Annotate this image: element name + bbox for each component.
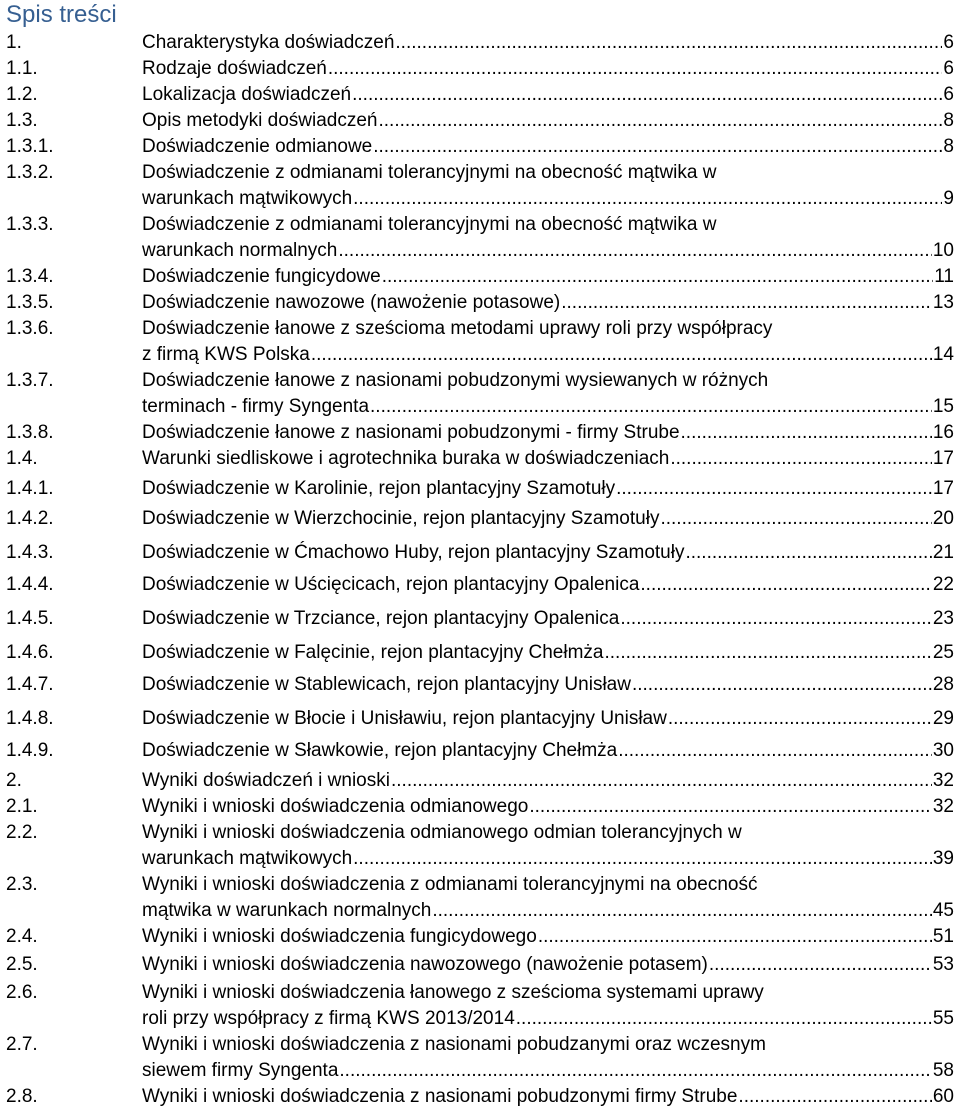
toc-entry-text[interactable]: Wyniki i wnioski doświadczenia łanowego z sześcioma systemami uprawy bbox=[142, 982, 764, 1003]
toc-entry-number: 2.2. bbox=[6, 822, 38, 843]
toc-entry-line bbox=[142, 446, 954, 472]
toc-dot-leader bbox=[516, 1006, 932, 1032]
toc-page-number[interactable]: 23 bbox=[932, 608, 954, 629]
toc-entry-line bbox=[142, 672, 954, 698]
toc-page-number[interactable]: 9 bbox=[943, 188, 954, 209]
toc-entry-line bbox=[142, 606, 954, 632]
toc-entry-line bbox=[142, 640, 954, 666]
toc-dot-leader bbox=[632, 672, 932, 698]
toc-entry-number: 1.3. bbox=[6, 110, 38, 131]
toc-entry-line bbox=[142, 368, 954, 394]
toc-entry-line bbox=[142, 924, 954, 950]
toc-entry-line bbox=[142, 316, 954, 342]
toc-page-number[interactable]: 45 bbox=[932, 900, 954, 921]
toc-entry-line bbox=[142, 872, 954, 898]
toc-entry-text[interactable]: Wyniki i wnioski doświadczenia fungicydowego bbox=[142, 926, 537, 947]
toc-page-number[interactable]: 29 bbox=[932, 708, 954, 729]
toc-entry-number: 1.3.4. bbox=[6, 266, 54, 287]
toc-entry-line bbox=[142, 820, 954, 846]
toc-dot-leader bbox=[620, 606, 932, 632]
toc-entry-line bbox=[142, 420, 954, 446]
toc-entry-line bbox=[142, 108, 954, 134]
toc-entry-text[interactable]: terminach - firmy Syngenta bbox=[142, 396, 370, 417]
toc-entry-number: 1.4.7. bbox=[6, 674, 54, 695]
toc-page-number[interactable]: 13 bbox=[932, 292, 954, 313]
toc-entry-number: 2.6. bbox=[6, 982, 38, 1003]
toc-entry-text[interactable]: Doświadczenie w Falęcinie, rejon plantacyjny Chełmża bbox=[142, 642, 604, 663]
toc-entry-number: 2.4. bbox=[6, 926, 38, 947]
toc-dot-leader bbox=[681, 420, 932, 446]
toc-dot-leader bbox=[353, 846, 932, 872]
toc-entry-line bbox=[142, 1084, 954, 1110]
toc-entry-line bbox=[142, 264, 954, 290]
toc-page-number[interactable]: 51 bbox=[932, 926, 954, 947]
toc-page-number[interactable]: 10 bbox=[932, 240, 954, 261]
toc-entry-line bbox=[142, 898, 954, 924]
toc-entry-number: 1.3.1. bbox=[6, 136, 54, 157]
toc-entry-text[interactable]: Wyniki doświadczeń i wnioski bbox=[142, 770, 390, 791]
toc-entry-text[interactable]: Doświadczenie w Wierzchocinie, rejon plantacyjny Szamotuły bbox=[142, 508, 660, 529]
toc-dot-leader bbox=[391, 768, 932, 794]
toc-entry-text[interactable]: Wyniki i wnioski doświadczenia z nasionami pobudzonymi firmy Strube bbox=[142, 1086, 738, 1107]
toc-entry-text[interactable]: Doświadczenie łanowe z nasionami pobudzonymi - firmy Strube bbox=[142, 422, 680, 443]
toc-page-number[interactable]: 11 bbox=[934, 266, 954, 287]
toc-entry-line bbox=[142, 134, 954, 160]
toc-entry-number: 1.4.2. bbox=[6, 508, 54, 529]
toc-entry-line bbox=[142, 238, 954, 264]
toc-page-number[interactable]: 6 bbox=[943, 58, 954, 79]
toc-entry-text[interactable]: Doświadczenie z odmianami tolerancyjnymi na obecność mątwika w bbox=[142, 162, 717, 183]
toc-entry-line bbox=[142, 952, 954, 978]
toc-entry-number: 1.3.6. bbox=[6, 318, 54, 339]
toc-dot-leader bbox=[339, 1058, 931, 1084]
toc-dot-leader bbox=[640, 572, 931, 598]
toc-page-number[interactable]: 32 bbox=[932, 770, 954, 791]
toc-page-number[interactable]: 60 bbox=[932, 1086, 954, 1107]
toc-dot-leader bbox=[311, 342, 932, 368]
toc-entry-line bbox=[142, 30, 954, 56]
toc-dot-leader bbox=[328, 56, 943, 82]
toc-dot-leader bbox=[370, 394, 932, 420]
toc-page-number[interactable]: 16 bbox=[932, 422, 954, 443]
toc-entry-line bbox=[142, 980, 954, 1006]
toc-dot-leader bbox=[668, 706, 932, 732]
toc-entry-line bbox=[142, 506, 954, 532]
toc-entry-line bbox=[142, 846, 954, 872]
toc-entry-text[interactable]: warunkach mątwikowych bbox=[142, 188, 353, 209]
toc-entry-text[interactable]: Doświadczenie w Trzciance, rejon plantacyjny Opalenica bbox=[142, 608, 620, 629]
toc-page-number[interactable]: 21 bbox=[932, 542, 954, 563]
toc-page-number[interactable]: 8 bbox=[943, 136, 954, 157]
document-title: Spis treści bbox=[6, 1, 117, 28]
toc-entry-number: 2.5. bbox=[6, 954, 38, 975]
toc-entry-line bbox=[142, 572, 954, 598]
toc-page-number[interactable]: 55 bbox=[932, 1008, 954, 1029]
toc-entry-number: 2.1. bbox=[6, 796, 38, 817]
toc-page-number[interactable]: 20 bbox=[932, 508, 954, 529]
toc-entry-line bbox=[142, 212, 954, 238]
toc-entry-text[interactable]: mątwika w warunkach normalnych bbox=[142, 900, 432, 921]
toc-entry-number: 1.4.6. bbox=[6, 642, 54, 663]
toc-entry-text[interactable]: Doświadczenie w Błocie i Unisławiu, rejon plantacyjny Unisław bbox=[142, 708, 667, 729]
toc-entry-text[interactable]: Charakterystyka doświadczeń bbox=[142, 32, 395, 53]
toc-entry-text[interactable]: Doświadczenie z odmianami tolerancyjnymi na obecność mątwika w bbox=[142, 214, 717, 235]
toc-page-number[interactable]: 17 bbox=[932, 448, 954, 469]
toc-entry-text[interactable]: Wyniki i wnioski doświadczenia nawozowego (nawożenie potasem) bbox=[142, 954, 708, 975]
toc-dot-leader bbox=[352, 82, 942, 108]
toc-entry-line bbox=[142, 1032, 954, 1058]
toc-page-number[interactable]: 15 bbox=[932, 396, 954, 417]
toc-entry-line bbox=[142, 1058, 954, 1084]
toc-entry-line bbox=[142, 186, 954, 212]
toc-entry-text[interactable]: Doświadczenie łanowe z sześcioma metodami uprawy roli przy współpracy bbox=[142, 318, 773, 339]
toc-entry-number: 1.3.2. bbox=[6, 162, 54, 183]
toc-entry-number: 2. bbox=[6, 770, 22, 791]
toc-entry-line bbox=[142, 706, 954, 732]
toc-entry-text[interactable]: Wyniki i wnioski doświadczenia odmianowego odmian tolerancyjnych w bbox=[142, 822, 742, 843]
toc-entry-text[interactable]: Doświadczenie łanowe z nasionami pobudzonymi wysiewanych w różnych bbox=[142, 370, 769, 391]
toc-page-number[interactable]: 6 bbox=[943, 32, 954, 53]
toc-entry-text[interactable]: Doświadczenie nawozowe (nawożenie potasowe) bbox=[142, 292, 561, 313]
toc-page-number[interactable]: 25 bbox=[932, 642, 954, 663]
toc-entry-text[interactable]: Doświadczenie fungicydowe bbox=[142, 266, 381, 287]
toc-entry-line bbox=[142, 476, 954, 502]
toc-dot-leader bbox=[618, 738, 932, 764]
toc-entry-number: 2.7. bbox=[6, 1034, 38, 1055]
toc-dot-leader bbox=[529, 794, 932, 820]
toc-page-number[interactable]: 28 bbox=[932, 674, 954, 695]
toc-page-number[interactable]: 22 bbox=[932, 574, 954, 595]
toc-entry-text[interactable]: Warunki siedliskowe i agrotechnika buraka w doświadczeniach bbox=[142, 448, 670, 469]
toc-entry-text[interactable]: Lokalizacja doświadczeń bbox=[142, 84, 352, 105]
toc-entry-number: 1.2. bbox=[6, 84, 38, 105]
toc-page-number[interactable]: 53 bbox=[932, 954, 954, 975]
toc-dot-leader bbox=[709, 952, 932, 978]
toc-entry-text[interactable]: warunkach mątwikowych bbox=[142, 848, 353, 869]
toc-entry-number: 1. bbox=[6, 32, 22, 53]
toc-entry-number: 1.1. bbox=[6, 58, 38, 79]
toc-entry-line bbox=[142, 1006, 954, 1032]
toc-dot-leader bbox=[685, 540, 931, 566]
toc-entry-line bbox=[142, 540, 954, 566]
toc-dot-leader bbox=[616, 476, 932, 502]
toc-entry-text[interactable]: Doświadczenie odmianowe bbox=[142, 136, 373, 157]
toc-entry-line bbox=[142, 160, 954, 186]
toc-page-number[interactable]: 32 bbox=[932, 796, 954, 817]
toc-dot-leader bbox=[561, 290, 932, 316]
toc-page-number[interactable]: 39 bbox=[932, 848, 954, 869]
toc-entry-line bbox=[142, 394, 954, 420]
toc-entry-number: 1.4.1. bbox=[6, 478, 54, 499]
toc-entry-text[interactable]: Doświadczenie w Karolinie, rejon plantacyjny Szamotuły bbox=[142, 478, 616, 499]
toc-entry-text[interactable]: Doświadczenie w Uścięcicach, rejon plantacyjny Opalenica bbox=[142, 574, 640, 595]
toc-entry-number: 1.3.8. bbox=[6, 422, 54, 443]
toc-entry-line bbox=[142, 56, 954, 82]
toc-entry-text[interactable]: Wyniki i wnioski doświadczenia z odmianami tolerancyjnymi na obecność bbox=[142, 874, 758, 895]
toc-dot-leader bbox=[395, 30, 942, 56]
toc-dot-leader bbox=[605, 640, 932, 666]
toc-entry-text[interactable]: Wyniki i wnioski doświadczenia z nasionami pobudzanymi oraz wczesnym bbox=[142, 1034, 766, 1055]
toc-dot-leader bbox=[660, 506, 931, 532]
toc-entry-text[interactable]: Doświadczenie w Ćmachowo Huby, rejon plantacyjny Szamotuły bbox=[142, 542, 685, 563]
toc-entry-number: 1.4.9. bbox=[6, 740, 54, 761]
toc-entry-line bbox=[142, 82, 954, 108]
toc-entry-number: 1.3.7. bbox=[6, 370, 54, 391]
toc-entry-number: 1.4. bbox=[6, 448, 38, 469]
toc-entry-number: 1.4.5. bbox=[6, 608, 54, 629]
toc-entry-number: 1.4.4. bbox=[6, 574, 54, 595]
toc-dot-leader bbox=[382, 264, 934, 290]
toc-page-number[interactable]: 30 bbox=[932, 740, 954, 761]
toc-dot-leader bbox=[373, 134, 942, 160]
toc-page-number[interactable]: 6 bbox=[943, 84, 954, 105]
toc-entry-number: 1.4.8. bbox=[6, 708, 54, 729]
toc-dot-leader bbox=[432, 898, 932, 924]
toc-entry-text[interactable]: Opis metodyki doświadczeń bbox=[142, 110, 378, 131]
toc-entry-line bbox=[142, 768, 954, 794]
toc-page-number[interactable]: 14 bbox=[932, 344, 954, 365]
toc-entry-number: 2.8. bbox=[6, 1086, 38, 1107]
toc-entry-text[interactable]: siewem firmy Syngenta bbox=[142, 1060, 339, 1081]
toc-entry-text[interactable]: Rodzaje doświadczeń bbox=[142, 58, 327, 79]
toc-entry-line bbox=[142, 342, 954, 368]
toc-dot-leader bbox=[670, 446, 932, 472]
toc-entry-line bbox=[142, 794, 954, 820]
toc-dot-leader bbox=[338, 238, 931, 264]
toc-dot-leader bbox=[538, 924, 932, 950]
toc-entry-text[interactable]: roli przy współpracy z firmą KWS 2013/2014 bbox=[142, 1008, 515, 1029]
toc-dot-leader bbox=[353, 186, 942, 212]
toc-entry-number: 1.3.5. bbox=[6, 292, 54, 313]
toc-page-number[interactable]: 58 bbox=[932, 1060, 954, 1081]
toc-entry-number: 2.3. bbox=[6, 874, 38, 895]
toc-dot-leader bbox=[379, 108, 943, 134]
toc-entry-text[interactable]: z firmą KWS Polska bbox=[142, 344, 310, 365]
toc-entry-number: 1.3.3. bbox=[6, 214, 54, 235]
toc-page-number[interactable]: 17 bbox=[932, 478, 954, 499]
toc-entry-line bbox=[142, 290, 954, 316]
toc-entry-text[interactable]: Doświadczenie w Stablewicach, rejon plantacyjny Unisław bbox=[142, 674, 631, 695]
toc-entry-number: 1.4.3. bbox=[6, 542, 54, 563]
toc-dot-leader bbox=[738, 1084, 931, 1110]
toc-entry-text[interactable]: warunkach normalnych bbox=[142, 240, 338, 261]
toc-entry-text[interactable]: Wyniki i wnioski doświadczenia odmianowego bbox=[142, 796, 529, 817]
toc-entry-line bbox=[142, 738, 954, 764]
toc-page-number[interactable]: 8 bbox=[943, 110, 954, 131]
toc-entry-text[interactable]: Doświadczenie w Sławkowie, rejon plantacyjny Chełmża bbox=[142, 740, 618, 761]
